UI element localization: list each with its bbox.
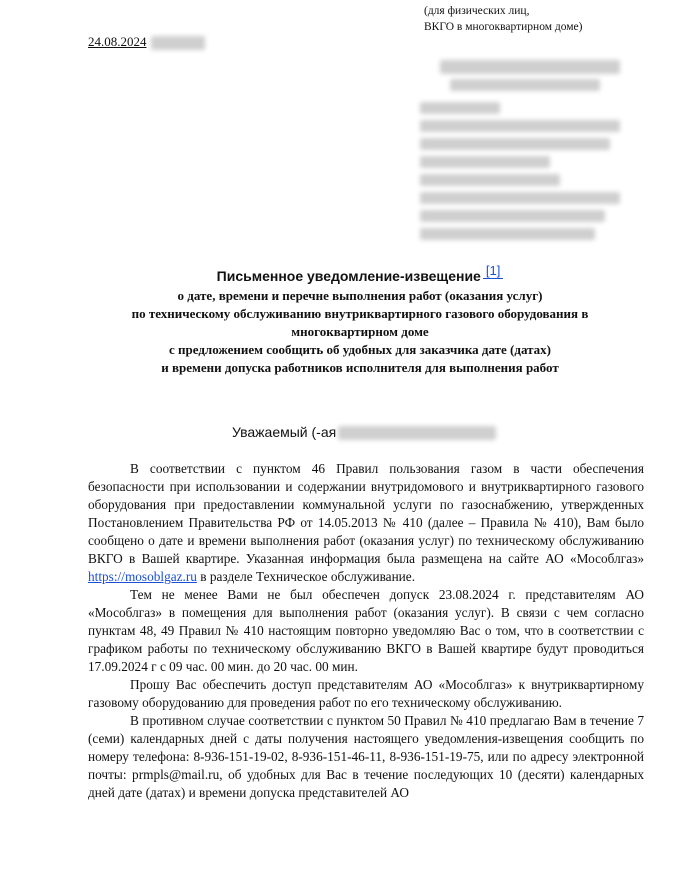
redacted-line [420, 156, 550, 168]
redacted-line [420, 210, 605, 222]
redacted-line [420, 120, 620, 132]
redacted-recipient-block [420, 52, 640, 242]
paragraph-2: Тем не менее Вами не был обеспечен допуск 23.08.2024 г. представителям АО «Мособлгаз» в помещения для выполнения работ (оказания услуг). В связи с чем согласно пунктам 48, 49 Правил № 410 настоящим повторно уведомляю Вас о том, что в соответствии с графиком работы по техническому обслуживанию ВКГО в Вашей квартире будут проводиться 17.09.2024 г с 09 час. 00 мин. до 20 час. 00 мин. [88, 587, 644, 674]
notice-title [80, 262, 640, 377]
redacted-line [450, 79, 600, 91]
notice-subtitle-line4: и времени допуска работников исполнителя для выполнения работ [161, 360, 559, 375]
redacted-number [151, 36, 205, 50]
redacted-line [420, 192, 620, 204]
addressee-note-line2: ВКГО в многоквартирном доме) [424, 21, 583, 33]
greeting [232, 424, 496, 440]
redacted-line [440, 60, 620, 74]
notice-title-main [80, 262, 640, 285]
redacted-line [420, 174, 560, 186]
paragraph-1-text-end: в разделе Техническое обслуживание. [196, 569, 416, 584]
notice-subtitle-line2: по техническому обслуживанию внутриквартирного газового оборудования в многоквартирном доме [131, 306, 589, 339]
letter-body [88, 460, 644, 802]
mosoblgaz-website-link[interactable]: https://mosoblgaz.ru [88, 569, 197, 584]
redacted-line [420, 228, 595, 240]
date-line [88, 34, 205, 50]
paragraph-4: В противном случае соответствии с пунктом 50 Правил № 410 предлагаю Вам в течение 7 (семи) календарных дней с даты получения настоящего уведомления-извещения сообщить по номеру телефона: 8-936-151-19-02, 8-936-151-46-11, 8-936-151-19-75, или по адресу электронной почты: prmpls@mail.ru, об удобных для Вас в течение последующих 10 (десяти) календарных дней дате (датах) и времени допуска представителей АО [88, 713, 644, 800]
greeting-text: Уважаемый (-ая [232, 424, 337, 440]
notice-subtitle-line1: о дате, времени и перечне выполнения работ (оказания услуг) [177, 288, 543, 303]
paragraph-3: Прошу Вас обеспечить доступ представителям АО «Мособлгаз» к внутриквартирному газовому оборудованию для проведения работ по его техническому обслуживанию. [88, 677, 644, 710]
redacted-line [420, 138, 610, 150]
paragraph-1-text: В соответствии с пунктом 46 Правил пользования газом в части обеспечения безопасности при использовании и содержании внутридомового и внутриквартирного газового оборудования при предоставлении коммунальной услуги по газоснабжению, утвержденных Постановлением Правительства РФ от 14.05.2013 № 410 (далее – Правила № 410), Вам было сообщено о дате и времени выполнения работ (оказания услуг) по техническому обслуживанию ВКГО в Вашей квартире. Указанная информация была размещена на сайте АО «Мособлгаз» [88, 461, 644, 566]
document-date: 24.08.2024 [88, 34, 147, 49]
paragraph-1 [88, 460, 644, 586]
redacted-name [338, 426, 496, 440]
addressee-note-line1: (для физических лиц, [424, 5, 530, 17]
redacted-line [420, 102, 500, 114]
notice-title-text: Письменное уведомление-извещение [216, 268, 481, 284]
notice-subtitle-line3: с предложением сообщить об удобных для заказчика дате (датах) [169, 342, 551, 357]
addressee-note [424, 3, 582, 35]
footnote-link[interactable]: [1] [483, 263, 503, 279]
